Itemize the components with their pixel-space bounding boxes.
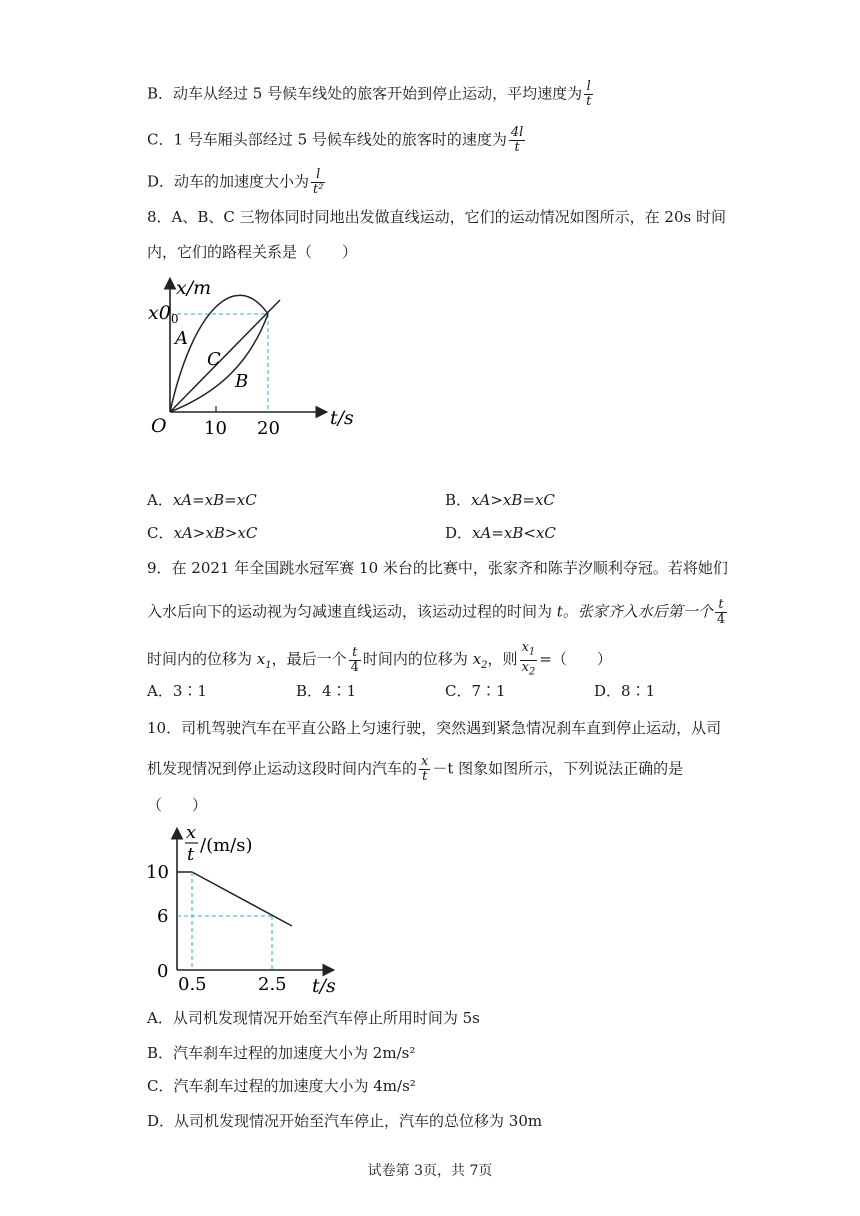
q10-stem-line1: 10．司机驾驶汽车在平直公路上匀速行驶，突然遇到紧急情况刹车直到停止运动，从司 — [147, 719, 722, 737]
q10-option-b — [147, 1043, 415, 1063]
q10-option-c — [147, 1076, 416, 1096]
option-text: 8∶1 — [621, 682, 656, 700]
option-text: xA=xB=xC — [172, 491, 257, 509]
option-label: B． — [445, 491, 472, 509]
fraction-den: t — [514, 140, 520, 155]
y-axis-label: x/m — [176, 277, 212, 299]
option-label: C． — [445, 682, 472, 700]
option-label: D． — [147, 1112, 175, 1130]
q8-xt-graph — [140, 272, 365, 442]
q10-stem-line2 — [147, 755, 683, 784]
q9-option-c — [445, 681, 506, 701]
fraction-den: t — [422, 769, 428, 784]
q9-text: 时间内的位移为 — [147, 650, 257, 669]
option-text: 汽车刹车过程的加速度大小为 2m/s² — [173, 1044, 416, 1062]
y-axis-unit: /(m/s) — [200, 835, 253, 856]
q10-text: －t 图象如图所示，下列说法正确的是 — [432, 759, 684, 778]
q9-option-a — [147, 681, 207, 701]
fraction-num: $x_1$ — [520, 641, 538, 661]
option-text: xA>xB=xC — [471, 491, 555, 509]
q9-stem-line3 — [147, 641, 612, 679]
option-text: xA=xB<xC — [472, 524, 556, 542]
q9-option-b — [296, 681, 356, 701]
option-label: D． — [147, 172, 175, 191]
q8-stem-line2: 内，它们的路程关系是（ ） — [147, 243, 358, 261]
option-text: 动车从经过 5 号候车线处的旅客开始到停止运动，平均速度为 — [173, 84, 583, 103]
x2-symbol: $x_2$ — [472, 650, 488, 672]
option-label: C． — [147, 524, 174, 542]
fraction — [311, 168, 325, 197]
q9-stem-line2 — [147, 598, 729, 627]
option-label: C． — [147, 130, 174, 149]
option-text: xA>xB>xC — [173, 524, 258, 542]
option-label: A． — [147, 491, 173, 509]
curve-label-b: B — [235, 371, 249, 392]
option-label: B． — [296, 682, 323, 700]
fraction-den: t — [586, 94, 592, 109]
y-tick-x0-subscript: 0 — [170, 312, 179, 326]
x-axis-label: t/s — [312, 975, 336, 997]
fraction-num: 4l — [510, 125, 524, 140]
q8-option-c — [147, 523, 257, 543]
q9-text: t。张家齐入水后第一个 — [556, 602, 713, 621]
option-label: D． — [445, 524, 473, 542]
q8-stem-line1: 8．A、B、C 三物体同时同地出发做直线运动，它们的运动情况如图所示，在 20s 时间 — [147, 208, 726, 226]
curve-label-a: A — [175, 328, 188, 349]
q10-stem-line3: （ ） — [147, 796, 208, 814]
fraction-num: l — [311, 168, 325, 183]
x-tick-10: 10 — [204, 418, 227, 439]
x-tick-2-5: 2.5 — [258, 974, 287, 995]
q9-option-d — [594, 681, 655, 701]
q10-xt-over-t-graph — [140, 820, 355, 998]
curve-label-c: C — [207, 349, 221, 370]
y-tick-0: 0 — [157, 961, 169, 982]
q7-option-b — [147, 80, 595, 109]
option-text: 7∶1 — [471, 682, 506, 700]
fraction-den: $x_2$ — [521, 659, 536, 678]
fraction-t-over-4 — [715, 598, 727, 627]
fraction-num: t — [349, 646, 361, 661]
option-text: 4∶1 — [322, 682, 357, 700]
option-label: A． — [147, 1009, 173, 1027]
option-label: D． — [594, 682, 622, 700]
option-text: 从司机发现情况开始至汽车停止，汽车的总位移为 30m — [174, 1112, 543, 1130]
fraction-x1-over-x2 — [520, 641, 538, 679]
option-text: 动车的加速度大小为 — [174, 172, 310, 191]
option-text: 1 号车厢头部经过 5 号候车线处的旅客时的速度为 — [173, 130, 507, 149]
fraction — [509, 126, 525, 155]
q9-text: =（ ） — [539, 650, 612, 669]
q7-option-c — [147, 126, 527, 155]
q8-option-a — [147, 490, 257, 510]
q8-option-d — [445, 523, 556, 543]
q10-option-a — [147, 1008, 480, 1028]
q9-text: ，则 — [487, 650, 518, 669]
x-tick-0-5: 0.5 — [178, 974, 207, 995]
option-text: 从司机发现情况开始至汽车停止所用时间为 5s — [172, 1009, 480, 1027]
y-tick-x0: $x0_0$ — [148, 302, 179, 326]
fraction-t-over-4 — [349, 646, 361, 675]
q7-option-d — [147, 168, 327, 197]
q9-stem-line1: 9．在 2021 年全国跳水冠军赛 10 米台的比赛中，张家齐和陈芋汐顺利夺冠。若将她们 — [147, 559, 728, 577]
option-text: 汽车刹车过程的加速度大小为 4m/s² — [173, 1077, 416, 1095]
fraction-den: 4 — [350, 659, 359, 675]
q9-text: 入水后向下的运动视为匀减速直线运动，该运动过程的时间为 — [147, 602, 557, 621]
y-axis-frac-num: x — [186, 822, 197, 843]
option-label: C． — [147, 1077, 174, 1095]
fraction-num: x — [421, 754, 429, 769]
option-text: 3∶1 — [172, 682, 207, 700]
option-label: B． — [147, 84, 174, 103]
x-axis-label: t/s — [330, 407, 354, 429]
y-axis-frac-den: t — [187, 844, 195, 865]
q10-option-d — [147, 1111, 542, 1131]
page-footer: 试卷第 3页，共 7页 — [367, 1163, 493, 1179]
fraction — [584, 80, 593, 109]
option-label: A． — [147, 682, 173, 700]
fraction-x-over-t — [419, 755, 430, 784]
x1-symbol: $x_1$ — [256, 650, 272, 672]
y-tick-10: 10 — [146, 862, 169, 883]
q9-text: ，最后一个 — [271, 650, 347, 669]
fraction-num: t — [715, 598, 727, 613]
fraction-den: t² — [313, 182, 324, 197]
x-tick-20: 20 — [257, 418, 280, 439]
fraction-num: l — [584, 80, 593, 95]
sloped-segment — [192, 872, 292, 926]
q8-option-b — [445, 490, 555, 510]
fraction-den: 4 — [716, 612, 726, 627]
origin-label: O — [151, 415, 167, 437]
option-label: B． — [147, 1044, 174, 1062]
y-tick-6: 6 — [157, 906, 169, 927]
q10-text: 机发现情况到停止运动这段时间内汽车的 — [147, 759, 418, 778]
q9-text: 时间内的位移为 — [362, 650, 473, 669]
